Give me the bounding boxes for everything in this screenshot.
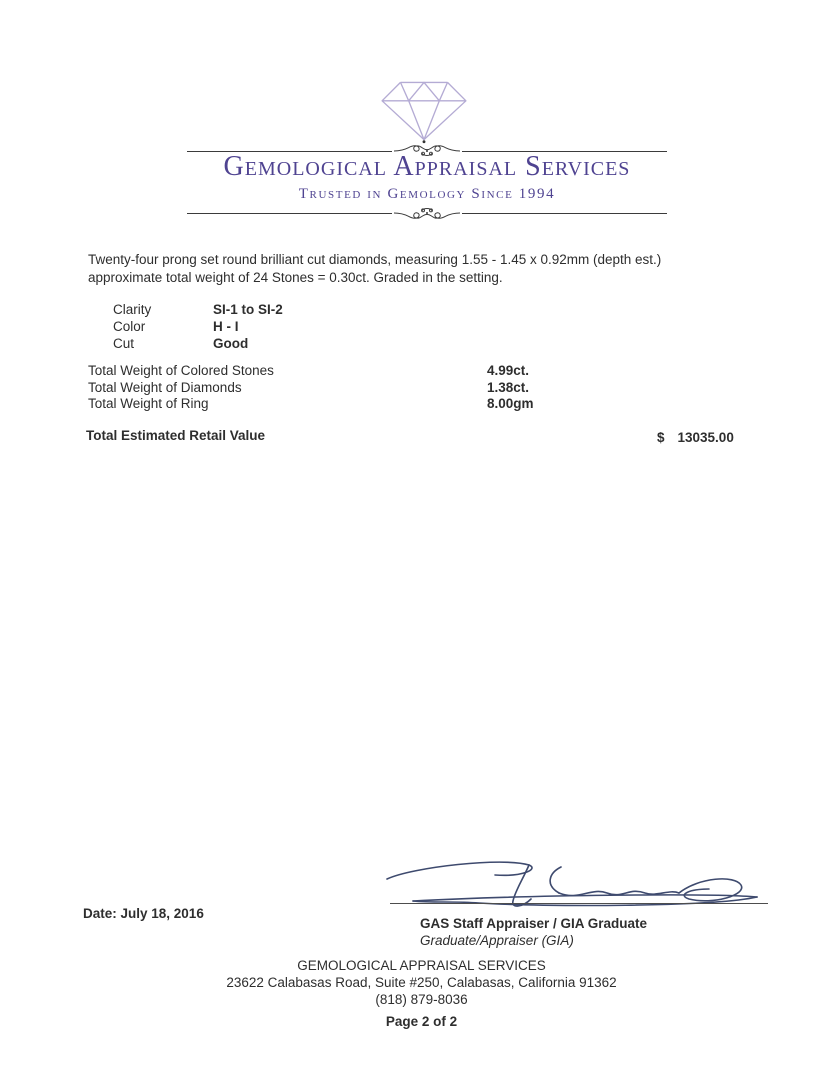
signature-scribble	[383, 855, 778, 913]
footer-phone: (818) 879-8036	[375, 992, 468, 1007]
total-row-colored-stones	[88, 363, 534, 380]
grading-value: Good	[213, 336, 249, 351]
total-value: 8.00gm	[487, 396, 534, 411]
grading-label: Cut	[113, 336, 135, 351]
rule-right	[462, 213, 667, 214]
footer-address: 23622 Calabasas Road, Suite #250, Calabasas, California 91362	[226, 975, 617, 990]
rule-left	[187, 213, 392, 214]
date-label: Date: July 18, 2016	[83, 906, 204, 921]
grading-value: SI-1 to SI-2	[213, 302, 283, 317]
total-value: 1.38ct.	[487, 379, 530, 395]
grading-value: H - I	[213, 319, 239, 334]
header-divider-bottom	[187, 203, 667, 223]
retail-amount: 13035.00	[677, 430, 734, 445]
description-line-2: approximate total weight of 24 Stones = 0.30ct. Graded in the setting.	[88, 270, 503, 285]
description-line-1: Twenty-four prong set round brilliant cut diamonds, measuring 1.55 - 1.45 x 0.92mm (depth est.)	[88, 252, 662, 267]
total-label: Total Weight of Diamonds	[88, 379, 242, 395]
totals-table	[88, 363, 534, 413]
diamond-logo-icon	[378, 76, 470, 144]
currency-symbol: $	[657, 430, 665, 445]
org-tagline: Trusted in Gemology Since 1994	[298, 186, 556, 202]
item-description	[88, 251, 703, 287]
footer-org-name: GEMOLOGICAL APPRAISAL SERVICES	[297, 958, 546, 973]
org-title: Gemological Appraisal Services	[223, 151, 631, 182]
signer-title: GAS Staff Appraiser / GIA Graduate	[420, 916, 648, 931]
signature-line	[390, 903, 768, 904]
grading-row-cut	[113, 335, 283, 352]
grading-table	[113, 301, 283, 352]
flourish-ornament-icon	[394, 203, 460, 223]
retail-value	[657, 430, 734, 445]
grading-row-clarity	[113, 301, 283, 318]
grading-label: Color	[113, 319, 146, 334]
total-row-diamonds	[88, 380, 534, 397]
total-label: Total Weight of Colored Stones	[88, 363, 274, 378]
total-label: Total Weight of Ring	[88, 396, 209, 411]
grading-row-color	[113, 318, 283, 335]
total-value: 4.99ct.	[487, 363, 530, 378]
total-row-ring	[88, 396, 534, 413]
retail-value-label: Total Estimated Retail Value	[86, 428, 266, 443]
page-number: Page 2 of 2	[385, 1014, 458, 1029]
grading-label: Clarity	[113, 302, 152, 317]
signer-credential: Graduate/Appraiser (GIA)	[420, 933, 574, 948]
